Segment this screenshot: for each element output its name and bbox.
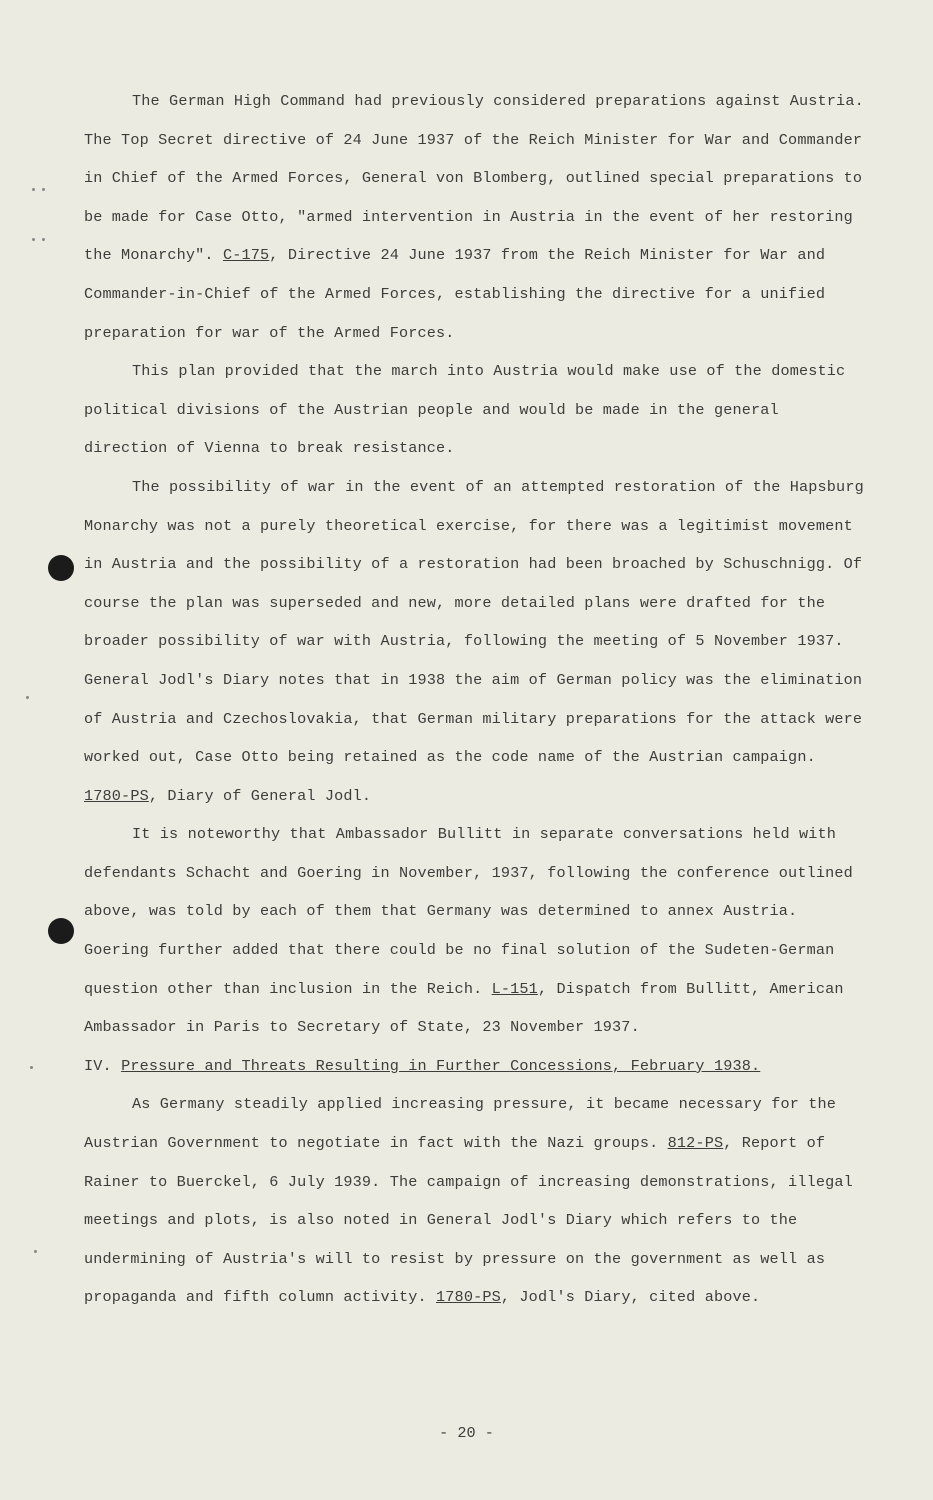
- paragraph-text: , Jodl's Diary, cited above.: [500, 1288, 761, 1307]
- punch-hole-bottom: [48, 918, 74, 944]
- margin-mark: [32, 238, 35, 241]
- exhibit-reference: 1780-PS: [436, 1288, 501, 1307]
- section-heading-title: Pressure and Threats Resulting in Further Concessions, February 1938.: [121, 1056, 761, 1075]
- margin-mark: [42, 238, 45, 241]
- paragraph: [84, 815, 864, 1047]
- paragraph-text: The German High Command had previously considered preparations against Austria. The Top Secret directive of 24 June 1937 of the Reich Minister for War and Commander in Chief of the Armed Forces, General von Blomberg, outlined special preparations to be made for Case Otto, "armed intervention in Austria in the event of her restoring the Monarchy".: [84, 92, 864, 265]
- paragraph: [84, 352, 864, 468]
- document-body: [84, 82, 864, 1317]
- exhibit-reference: C-175: [222, 246, 270, 265]
- paragraph: [84, 1085, 864, 1317]
- exhibit-reference: L-151: [491, 979, 538, 998]
- paragraph-text: , Report of Rainer to Buerckel, 6 July 1939. The campaign of increasing demonstrations, illegal meetings and plots, is also noted in General Jodl's Diary which refers to the undermining of Austria's will to resist by pressure on the government as well as propaganda and fifth column activity.: [84, 1134, 853, 1307]
- paragraph-text: , Dispatch from Bullitt, American Ambassador in Paris to Secretary of State, 23 November 1937.: [84, 979, 844, 1037]
- paragraph: [84, 82, 864, 352]
- margin-mark: [30, 1066, 33, 1069]
- paragraph-text: , Directive 24 June 1937 from the Reich Minister for War and Commander-in-Chief of the Armed Forces, establishing the directive for a unified preparation for war of the Armed Forces.: [84, 246, 826, 342]
- margin-mark: [34, 1250, 37, 1253]
- margin-mark: [26, 696, 29, 699]
- paragraph: [84, 468, 864, 815]
- paragraph-text: It is noteworthy that Ambassador Bullitt in separate conversations held with defendants Schacht and Goering in November, 1937, following the conference outlined above, was told by each of them that Germany was determined to annex Austria. Goering further added that there could be no final solution of the Sudeten-German question other than inclusion in the Reich.: [84, 825, 853, 998]
- page-number: - 20 -: [439, 1424, 494, 1442]
- punch-hole-top: [48, 555, 74, 581]
- paragraph-text: This plan provided that the march into Austria would make use of the domestic political divisions of the Austrian people and would be made in the general direction of Vienna to break resistance.: [84, 362, 846, 458]
- paragraph-text: , Diary of General Jodl.: [148, 786, 372, 805]
- margin-mark: [32, 188, 35, 191]
- paragraph-text: The possibility of war in the event of an attempted restoration of the Hapsburg Monarchy was not a purely theoretical exercise, for there was a legitimist movement in Austria and the possibility of a restoration had been broached by Schuschnigg. Of course the plan was superseded and new, more detailed plans were drafted for the broader possibility of war with Austria, following the meeting of 5 November 1937. General Jodl's Diary notes that in 1938 the aim of German policy was the elimination of Austria and Czechoslovakia, that German military preparations for the attack were worked out, Case Otto being retained as the code name of the Austrian campaign.: [84, 477, 864, 767]
- paragraph-text: As Germany steadily applied increasing pressure, it became necessary for the Austrian Government to negotiate in fact with the Nazi groups.: [84, 1095, 837, 1153]
- margin-mark: [42, 188, 45, 191]
- section-heading: [84, 1047, 864, 1086]
- exhibit-reference: 1780-PS: [84, 786, 149, 805]
- exhibit-reference: 812-PS: [667, 1134, 724, 1153]
- paragraph-text: IV.: [84, 1056, 122, 1075]
